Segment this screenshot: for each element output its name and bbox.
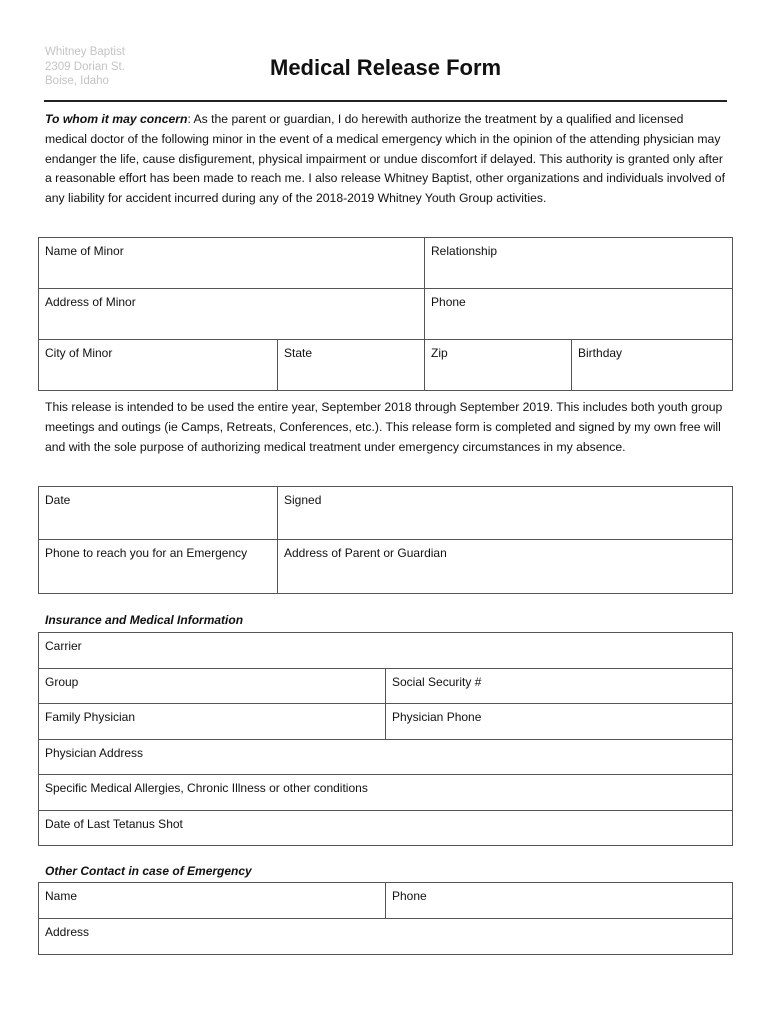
page-title: Medical Release Form [270,55,502,80]
allergies-field[interactable]: Specific Medical Allergies, Chronic Illness or other conditions [39,775,733,811]
other-contact-table [38,882,733,955]
date-field[interactable]: Date [39,487,278,540]
tetanus-date-field[interactable]: Date of Last Tetanus Shot [39,810,733,846]
salutation: To whom it may concern [45,112,188,126]
address-of-minor-field[interactable]: Address of Minor [39,289,425,340]
org-city: Boise, Idaho [45,75,109,87]
org-street: 2309 Dorian St. [45,60,125,73]
header-divider [44,100,727,102]
authorization-paragraph [45,110,725,209]
emergency-phone-field[interactable]: Phone to reach you for an Emergency [39,540,278,594]
family-physician-field[interactable]: Family Physician [39,704,386,740]
insurance-section-heading: Insurance and Medical Information [45,613,244,627]
city-of-minor-field[interactable]: City of Minor [39,340,278,391]
authorization-text: : As the parent or guardian, I do herewith authorize the treatment by a qualified and licensed medical doctor of the following minor in the event of a medical emergency which in the opinion of the attending physician may endanger the life, cause disfigurement, physical impairment or undue discomfort if delayed. This authority is granted only after a reasonable effort has been made to reach me. I also release Whitney Baptist, other organizations and individuals involved of any liability for accident incurred during any of the 2018-2019 Whitney Youth Group activities. [45,112,725,206]
signature-table [38,486,733,594]
organization-address-block [45,45,125,89]
relationship-field[interactable]: Relationship [425,238,733,289]
physician-address-field[interactable]: Physician Address [39,739,733,775]
contact-address-field[interactable]: Address [39,919,733,955]
minor-info-table [38,237,733,391]
birthday-field[interactable]: Birthday [572,340,733,391]
name-of-minor-field[interactable]: Name of Minor [39,238,425,289]
zip-field[interactable]: Zip [425,340,572,391]
contact-phone-field[interactable]: Phone [386,883,733,919]
state-field[interactable]: State [278,340,425,391]
other-contact-heading: Other Contact in case of Emergency [45,864,252,878]
insurance-table [38,632,733,846]
physician-phone-field[interactable]: Physician Phone [386,704,733,740]
minor-phone-field[interactable]: Phone [425,289,733,340]
release-paragraph: This release is intended to be used the entire year, September 2018 through September 2019. This includes both youth group meetings and outings (ie Camps, Retreats, Conferences, etc.). This release form is completed and signed by my own free will and with the sole purpose of authorizing medical treatment under emergency circumstances in my absence. [45,400,723,454]
group-field[interactable]: Group [39,668,386,704]
social-security-field[interactable]: Social Security # [386,668,733,704]
parent-address-field[interactable]: Address of Parent or Guardian [278,540,733,594]
contact-name-field[interactable]: Name [39,883,386,919]
org-name: Whitney Baptist [45,46,125,58]
signed-field[interactable]: Signed [278,487,733,540]
carrier-field[interactable]: Carrier [39,633,733,669]
